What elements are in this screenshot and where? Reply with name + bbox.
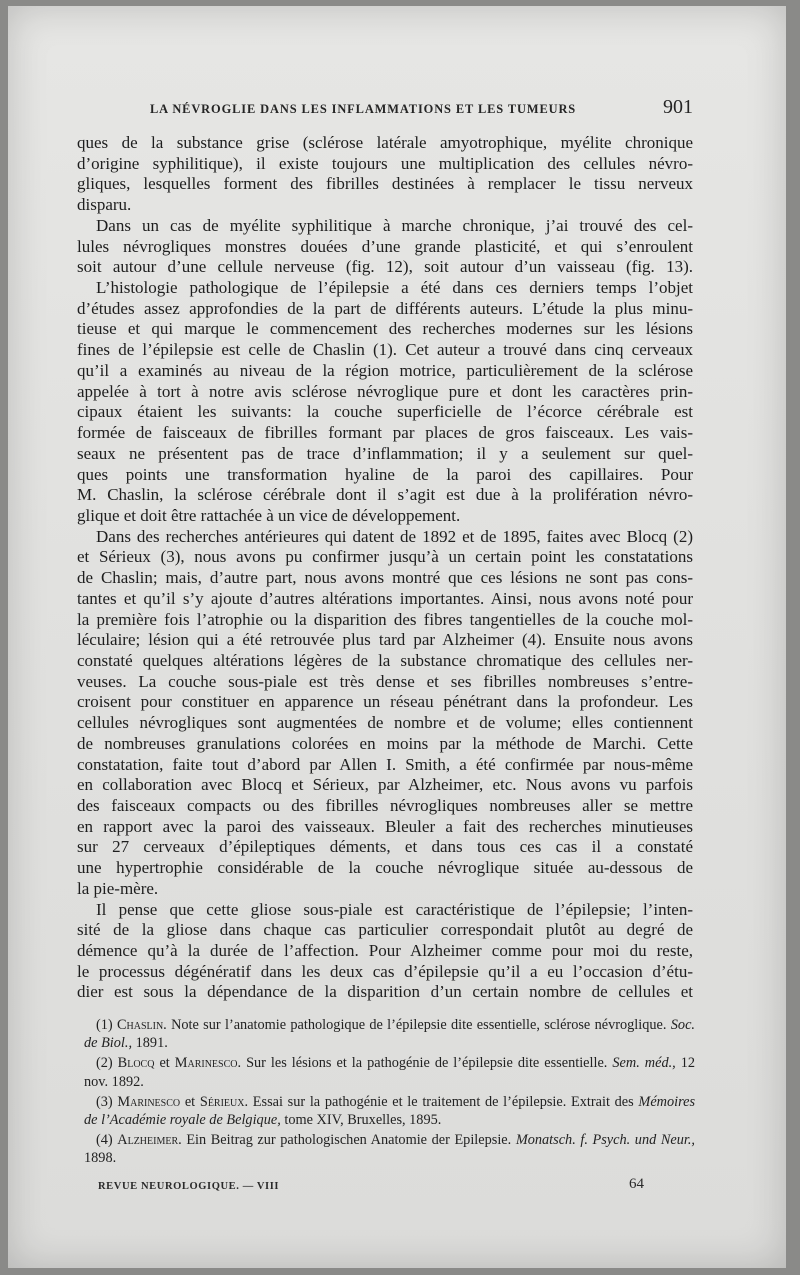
text-line: des faisceaux compacts ou des fibrilles névrogliques nombreuses aller se mettre — [77, 796, 693, 815]
text-line: cellules névrogliques sont augmentées de nombre et de volume; elles contiennent — [77, 713, 693, 733]
footnote-author: Sérieux. — [199, 1093, 249, 1110]
text-line: glique et doit être rattachée à un vice de développement. — [77, 505, 461, 525]
text-line: veuses. La couche sous-piale est très dense et ses fibrilles nombreuses s’entre- — [77, 671, 693, 691]
footnote-joiner: et — [184, 1093, 196, 1110]
footnote-text: Note sur l’anatomie pathologique de l’épilepsie dite essentielle, sclérose névroglique. — [171, 1017, 667, 1033]
journal-signature: REVUE NEUROLOGIQUE. — VIII — [98, 1181, 280, 1192]
footnote-text: Ein Beitrag zur pathologischen Anatomie der Epilepsie. — [186, 1132, 512, 1149]
text-line: seaux ne présentent pas de trace d’inflammation; il y a seulement sur quel- — [77, 443, 693, 463]
text-line: le processus dégénératif dans les deux cas d’épilepsie qu’il a eu l’occasion d’étu- — [77, 961, 693, 981]
text-line: ques points une transformation hyaline de la paroi des capillaires. Pour — [77, 464, 693, 484]
text-line: et Sérieux (3), nous avons pu confirmer jusqu’à un certain point les constatations — [77, 547, 693, 567]
footnote — [84, 1016, 695, 1052]
footnote-author: Chaslin. — [116, 1017, 167, 1033]
page-footer — [98, 1176, 644, 1199]
text-line: Dans des recherches antérieures qui datent de 1892 et de 1895, faites avec Blocq (2) — [96, 526, 693, 546]
text-line: dier est sous la dépendance de la disparition d’un certain nombre de cellules et — [77, 982, 693, 1002]
text-line: d’études assez approfondies de la part de différents auteurs. L’étude la plus minu- — [77, 298, 693, 318]
text-line: croisent pour constituer en apparence un réseau pénétrant dans la profondeur. Les — [77, 692, 693, 712]
footnote — [84, 1093, 695, 1129]
footnote-number: (4) — [96, 1132, 113, 1149]
text-line: tieuse et qui marque le commencement des recherches modernes sur les lésions — [77, 319, 693, 339]
footnote-rest: tome XIV, Bruxelles, 1895. — [284, 1112, 442, 1129]
text-line: cipaux étaient les suivants: la couche superficielle de l’écorce cérébrale est — [77, 402, 693, 422]
text-line: L’histologie pathologique de l’épilepsie a été dans ces derniers temps l’objet — [96, 278, 693, 298]
footnote-joiner: et — [159, 1055, 170, 1072]
text-line: la pie-mère. — [77, 878, 159, 898]
text-line: lules névrogliques monstres douées d’une grande plasticité, et qui s’enroulent — [77, 236, 693, 256]
text-line: constatation, faite tout d’abord par Allen I. Smith, a été confirmée par nous-même — [77, 754, 693, 774]
footnotes — [84, 1016, 695, 1168]
text-line: sur 27 cerveaux d’épileptiques déments, et dans tous ces cas il a constaté — [77, 837, 693, 857]
footnote-text: Essai sur la pathogénie et le traitement de l’épilepsie. Extrait des — [252, 1093, 634, 1110]
footnote-author: Blocq — [117, 1055, 155, 1072]
text-line: tantes et qu’il s’y ajoute d’autres altérations importantes. Ainsi, nous avons noté pour — [77, 588, 693, 608]
text-line: de nombreuses granulations colorées en moins par la méthode de Marchi. Cette — [77, 733, 693, 753]
text-line: en collaboration avec Blocq et Sérieux, par Alzheimer, etc. Nous avons vu parfois — [77, 775, 693, 795]
footnote-author: Marinesco. — [174, 1055, 242, 1072]
text-line: gliques, lesquelles forment des fibrilles destinées à remplacer le tissu nerveux — [77, 174, 693, 194]
body-text — [77, 133, 693, 1003]
text-line: Dans un cas de myélite syphilitique à marche chronique, j’ai trouvé des cel- — [96, 215, 693, 235]
text-line: qu’il a examinés au niveau de la région motrice, particulièrement de la sclérose — [77, 360, 693, 380]
footnote-author: Alzheimer. — [117, 1132, 182, 1149]
footnote-source: Monatsch. f. Psych. und Neur., — [515, 1132, 695, 1149]
footnote-rest: 1891. — [135, 1035, 168, 1052]
sheet-signature: 64 — [629, 1176, 644, 1192]
footnote-source: Mémoires de l’Académie royale de Belgique, — [84, 1093, 696, 1129]
running-head: LA NÉVROGLIE DANS LES INFLAMMATIONS ET LES TUMEURS — [150, 102, 577, 116]
page-header — [70, 98, 693, 126]
book-page — [8, 6, 786, 1268]
footnote-rest: 1898. — [84, 1150, 117, 1167]
page-number: 901 — [663, 96, 693, 118]
text-line: la première fois l’atrophie ou la disparition des fibres tangentielles de la couche mol- — [77, 609, 693, 629]
text-line: fines de l’épilepsie est celle de Chaslin (1). Cet auteur a trouvé dans cinq cerveaux — [77, 340, 693, 360]
text-line: appelée à tort à notre avis sclérose névroglique pure et dont les caractères prin- — [77, 381, 693, 401]
text-line: ques de la substance grise (sclérose latérale amyotrophique, myélite chronique — [77, 133, 693, 152]
footnote-number: (2) — [96, 1055, 113, 1072]
footnote-text: Sur les lésions et la pathogénie de l’épilepsie dite essentielle. — [246, 1055, 608, 1072]
text-line: disparu. — [77, 195, 132, 215]
footnote-source: Soc. de Biol., — [84, 1017, 695, 1052]
text-line: démence qu’à la durée de l’affection. Pour Alzheimer comme pour moi du reste, — [77, 941, 693, 961]
text-line: en rapport avec la paroi des vaisseaux. Bleuler a fait des recherches minutieuses — [77, 816, 693, 836]
text-line: d’origine syphilitique), il existe toujours une multiplication des cellules névro- — [77, 153, 693, 173]
footnote — [84, 1131, 695, 1167]
text-line: soit autour d’une cellule nerveuse (fig. 12), soit autour d’un vaisseau (fig. 13). — [77, 257, 693, 277]
footnote — [84, 1054, 695, 1090]
text-line: formée de faisceaux de fibrilles formant par places de gros faisceaux. Les vais- — [77, 423, 693, 443]
text-line: léculaire; lésion qui a été retrouvée plus tard par Alzheimer (4). Ensuite nous avons — [77, 630, 693, 650]
text-line: Il pense que cette gliose sous-piale est caractéristique de l’épilepsie; l’inten- — [96, 899, 693, 919]
footnote-author: Marinesco — [117, 1093, 181, 1110]
text-line: de Chaslin; mais, d’autre part, nous avons montré que ces lésions ne sont pas cons- — [77, 568, 693, 588]
footnote-number: (1) — [96, 1017, 113, 1033]
footnote-number: (3) — [96, 1093, 113, 1110]
text-line: M. Chaslin, la sclérose cérébrale dont il s’agit est due à la prolifération névro- — [77, 485, 693, 505]
text-line: une hypertrophie considérable de la couche névroglique située au-dessous de — [77, 858, 693, 878]
text-line: sité de la gliose dans chaque cas particulier correspondait plutôt au degré de — [77, 920, 693, 940]
text-line: constaté quelques altérations légères de la substance chromatique des cellules ner- — [77, 650, 693, 670]
footnote-source: Sem. méd., — [612, 1055, 676, 1072]
footnote-rest: 12 nov. 1892. — [84, 1055, 696, 1090]
